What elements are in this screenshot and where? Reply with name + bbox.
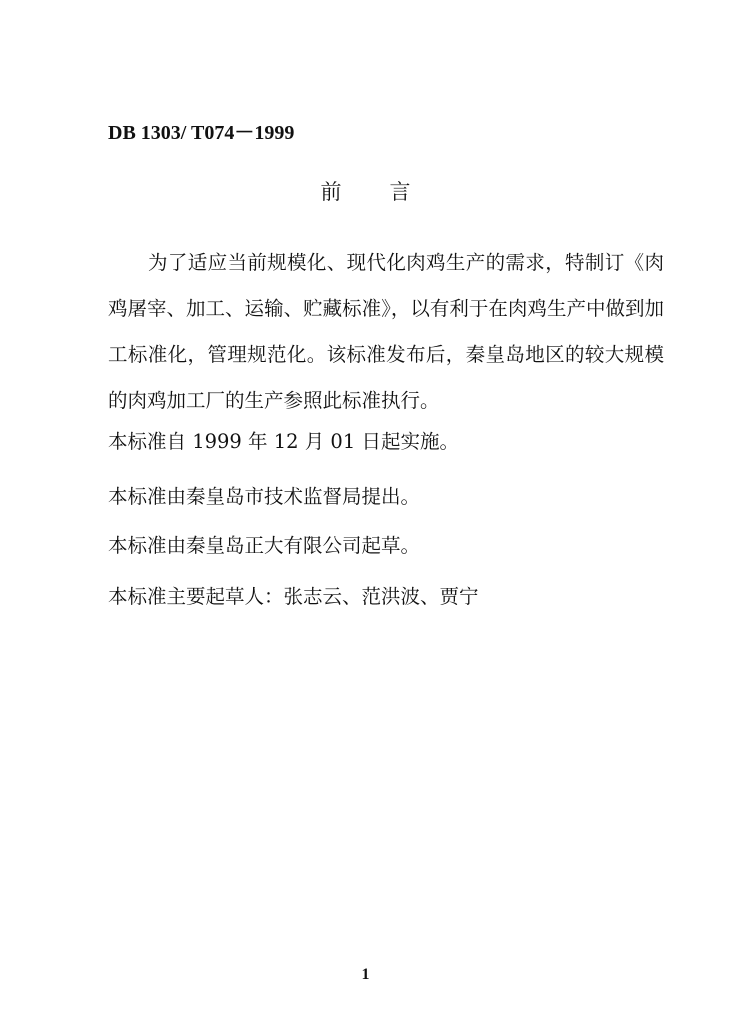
foreword-paragraph: 为了适应当前规模化、现代化肉鸡生产的需求，特制订《肉鸡屠宰、加工、运输、贮藏标准》，以有利于在肉鸡生产中做到加工标准化，管理规范化。该标准发布后，秦皇岛地区的较大规模的肉鸡加工厂的生产参照此标准执行。	[108, 251, 664, 412]
standard-code: DB 1303/ T074－1999	[108, 122, 295, 144]
drafted-by-line: 本标准由秦皇岛正大有限公司起草。	[108, 534, 421, 557]
heading-char-1: 前	[320, 180, 342, 204]
effective-date-line: 本标准自 1999 年 12 月 01 日起实施。	[108, 430, 459, 453]
page-number: 1	[361, 966, 370, 983]
drafters-line: 本标准主要起草人：张志云、范洪波、贾宁	[108, 585, 479, 608]
proposed-by-line: 本标准由秦皇岛市技术监督局提出。	[108, 485, 421, 508]
heading-char-2: 言	[389, 180, 411, 204]
foreword-heading	[0, 176, 731, 206]
